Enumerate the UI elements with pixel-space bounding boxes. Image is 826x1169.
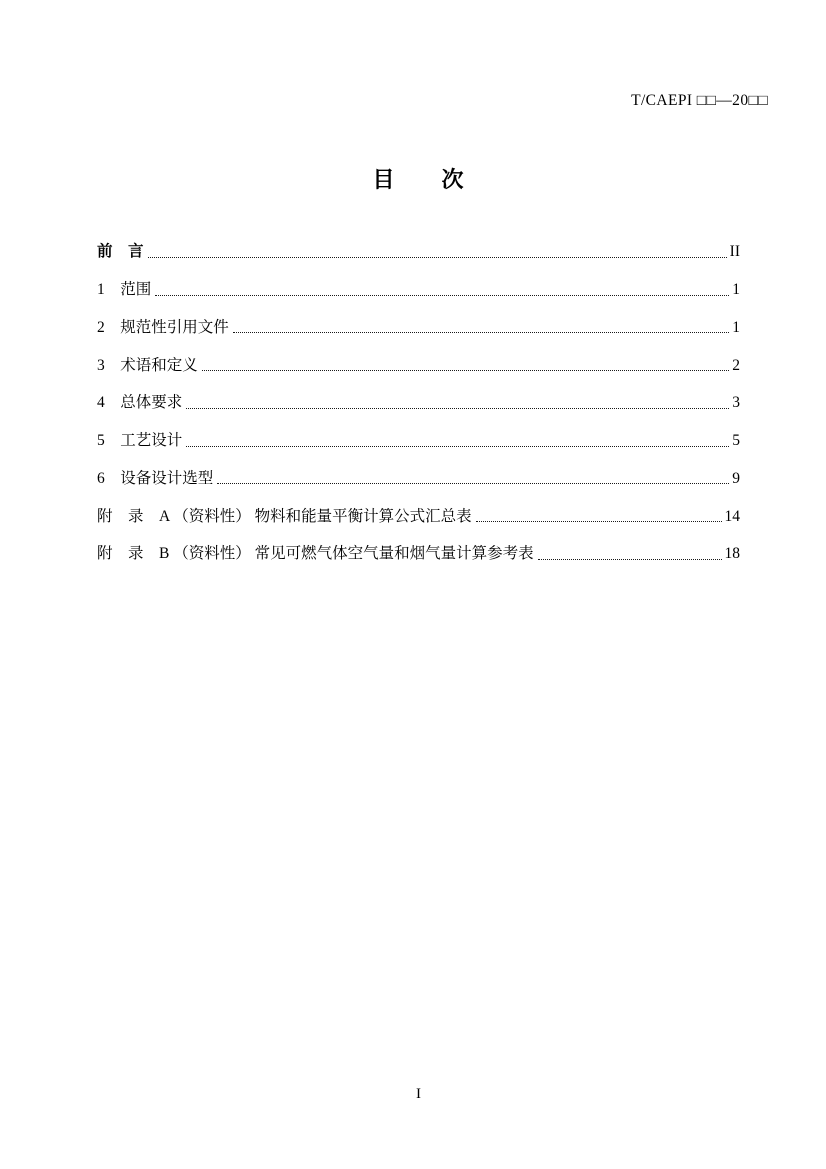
toc-entry-label: 附 录 A （资料性） 物料和能量平衡计算公式汇总表 bbox=[97, 507, 472, 525]
toc-entry-page: 14 bbox=[724, 507, 740, 525]
toc-entry[interactable] bbox=[97, 486, 740, 524]
toc-entry-page: 2 bbox=[732, 356, 740, 374]
toc-leader-dots bbox=[538, 559, 722, 560]
document-code: T/CAEPI □□—20□□ bbox=[631, 92, 768, 109]
toc-entry-label: 前 言 bbox=[97, 243, 144, 261]
toc-entry[interactable] bbox=[97, 335, 740, 373]
toc-entry-label: 4 总体要求 bbox=[97, 394, 183, 412]
footer-page-number: I bbox=[416, 1086, 421, 1102]
toc-leader-dots bbox=[186, 446, 729, 447]
toc-entry-label: 6 设备设计选型 bbox=[97, 469, 214, 487]
toc-entry[interactable] bbox=[97, 411, 740, 449]
toc-entry-label: 1 范围 bbox=[97, 281, 152, 298]
toc-leader-dots bbox=[148, 257, 727, 258]
toc-entry[interactable] bbox=[97, 524, 740, 562]
toc-entry-label: 5 工艺设计 bbox=[97, 432, 183, 449]
table-of-contents bbox=[97, 222, 740, 562]
toc-leader-dots bbox=[217, 483, 729, 484]
toc-entry-page: 3 bbox=[732, 394, 740, 412]
toc-leader-dots bbox=[155, 295, 729, 296]
toc-entry-page: II bbox=[729, 243, 740, 261]
toc-entry-label: 2 规范性引用文件 bbox=[97, 318, 229, 336]
toc-leader-dots bbox=[186, 408, 729, 409]
toc-entry-label: 附 录 B （资料性） 常见可燃气体空气量和烟气量计算参考表 bbox=[97, 545, 534, 563]
toc-leader-dots bbox=[202, 370, 729, 371]
toc-entry[interactable] bbox=[97, 298, 740, 336]
toc-entry[interactable] bbox=[97, 260, 740, 298]
toc-entry-page: 9 bbox=[732, 469, 740, 487]
toc-leader-dots bbox=[233, 332, 729, 333]
toc-entry[interactable] bbox=[97, 449, 740, 487]
toc-entry-page: 18 bbox=[724, 545, 740, 563]
toc-entry-label: 3 术语和定义 bbox=[97, 356, 198, 374]
page-title: 目 次 bbox=[372, 167, 465, 192]
toc-leader-dots bbox=[476, 521, 722, 522]
toc-entry-page: 1 bbox=[732, 318, 740, 336]
toc-entry[interactable] bbox=[97, 373, 740, 411]
toc-entry-page: 1 bbox=[732, 281, 740, 298]
toc-entry[interactable] bbox=[97, 222, 740, 260]
toc-entry-page: 5 bbox=[732, 432, 740, 449]
